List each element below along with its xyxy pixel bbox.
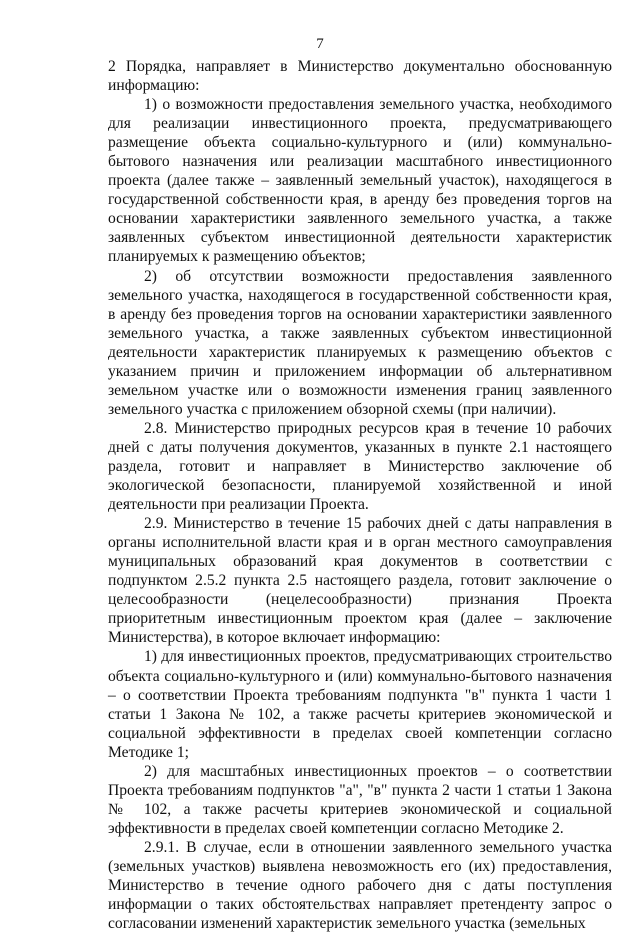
- document-body: [108, 57, 612, 933]
- paragraph-2-9-item-2: 2) для масштабных инвестиционных проектов – о соответствии Проекта требованиям подпунктов "а", "в" пункта 2 части 1 статьи 1 Закона № 102, а также расчеты критериев экономической и социальной эффективности в пределах своей компетенции согласно Методике 2.: [108, 762, 612, 837]
- paragraph-2-9-item-1: 1) для инвестиционных проектов, предусматривающих строительство объекта социально-культурного и (или) коммунально-бытового назначения – о соответствии Проекта требованиям подпункта "в" пункта 1 части 1 статьи 1 Закона № 102, а также расчеты критериев экономической и социальной эффективности в пределах своей компетенции согласно Методике 1;: [108, 648, 612, 761]
- paragraph-2-8: 2.8. Министерство природных ресурсов края в течение 10 рабочих дней с даты получения документов, указанных в пункте 2.1 настоящего раздела, готовит и направляет в Министерство заключение об экологической безопасности, планируемой хозяйственной и иной деятельности при реализации Проекта.: [108, 419, 612, 514]
- paragraph-2-9: 2.9. Министерство в течение 15 рабочих дней с даты направления в органы исполнительной власти края и в орган местного самоуправления муниципальных образований края документов в соответствии с подпунктом 2.5.2 пункта 2.5 настоящего раздела, готовит заключение о целесообразности (нецелесообразности) признания Проекта приоритетным инвестиционным проектом края (далее – заключение Министерства), в которое включает информацию:: [108, 515, 612, 647]
- paragraph-2-9-1: 2.9.1. В случае, если в отношении заявленного земельного участка (земельных участков) выявлена невозможность его (их) предоставления, Министерство в течение одного рабочего дня с даты поступления информации о таких обстоятельствах направляет претенденту запрос о согласовании изменений характеристик земельного участка (земельных: [108, 838, 612, 933]
- paragraph-item-2-no-possibility: 2) об отсутствии возможности предоставления заявленного земельного участка, находящегося в государственной собственности края, в аренду без проведения торгов на основании характеристики заявленного земельного участка, а также заявленных субъектом инвестиционной деятельности характеристик планируемых к размещению объектов с указанием причин и приложением информации об альтернативном земельном участке или о возможности изменения границ заявленного земельного участка с приложением обзорной схемы (при наличии).: [108, 267, 612, 418]
- paragraph-item-1-possibility: 1) о возможности предоставления земельного участка, необходимого для реализации инвестиционного проекта, предусматривающего размещение объекта социально-культурного и (или) коммунально-бытового назначения или реализации масштабного инвестиционного проекта (далее также – заявленный земельный участок), находящегося в государственной собственности края, в аренду без проведения торгов на основании характеристики заявленного земельного участка, а также заявленных субъектом инвестиционной деятельности характеристик планируемых к размещению объектов;: [108, 96, 612, 266]
- page-number: 7: [316, 36, 324, 52]
- paragraph-continuation: 2 Порядка, направляет в Министерство документально обоснованную информацию:: [108, 58, 612, 95]
